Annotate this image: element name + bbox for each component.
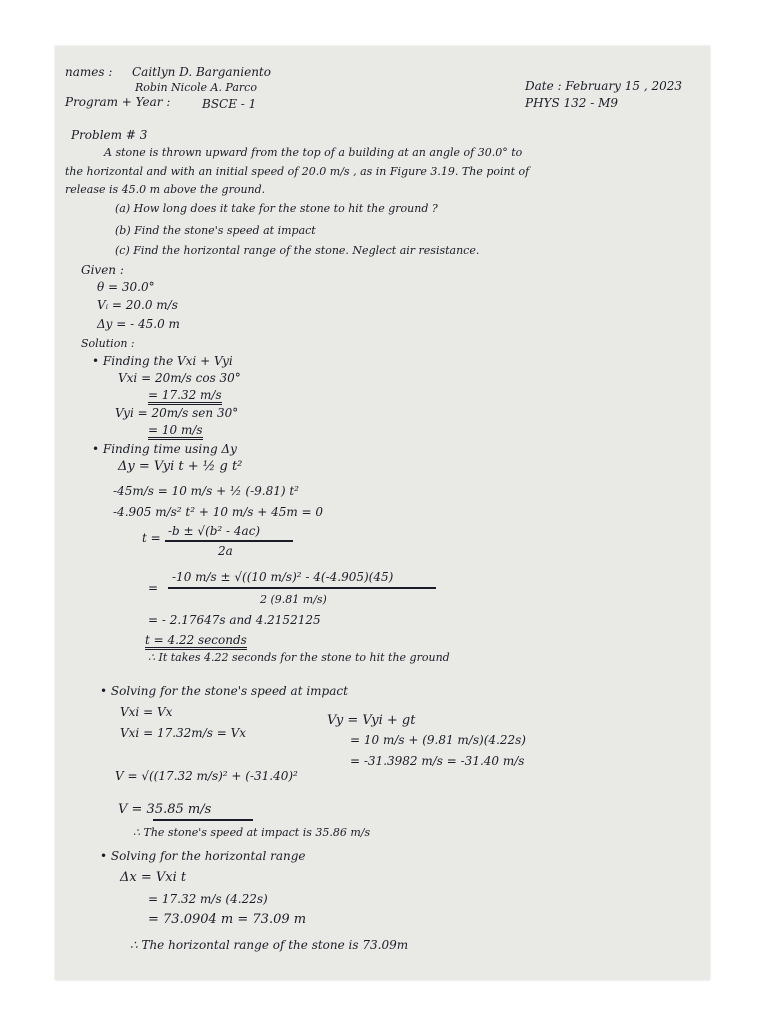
range-result: = 73.0904 m = 73.09 m: [148, 912, 307, 927]
course-code: PHYS 132 - M9: [525, 96, 619, 110]
step4-heading: • Solving for the horizontal range: [100, 849, 306, 863]
given-delta-y: Δy = - 45.0 m: [97, 317, 180, 331]
time-result: t = 4.22 seconds: [145, 634, 247, 650]
problem-title: Problem # 3: [71, 128, 148, 142]
equals-sign: =: [148, 581, 159, 595]
substituted-equation: -45m/s = 10 m/s + ½ (-9.81) t²: [113, 484, 299, 498]
student-name-1: Caitlyn D. Barganiento: [132, 65, 271, 79]
quadratic-numerator: -b ± √(b² - 4ac): [168, 524, 261, 538]
given-label: Given :: [81, 263, 124, 277]
question-c: (c) Find the horizontal range of the stone. Neglect air resistance.: [115, 244, 480, 257]
speed-result: V = 35.85 m/s: [118, 802, 212, 817]
date: Date : February 15 , 2023: [525, 79, 683, 93]
fraction-bar: [168, 587, 436, 589]
vx-value: Vxi = 17.32m/s = Vx: [120, 726, 247, 740]
given-velocity: Vᵢ = 20.0 m/s: [97, 298, 178, 312]
vy-substituted: = 10 m/s + (9.81 m/s)(4.22s): [350, 733, 526, 747]
result-underline: [153, 819, 253, 821]
vyi-result: = 10 m/s: [148, 424, 203, 440]
names-label: names :: [65, 65, 113, 79]
substituted-denominator: 2 (9.81 m/s): [260, 593, 327, 606]
program-value: BSCE - 1: [202, 97, 257, 111]
solution-label: Solution :: [81, 337, 135, 350]
vx-equation: Vxi = Vx: [120, 705, 173, 719]
problem-line-1: A stone is thrown upward from the top of a building at an angle of 30.0° to: [104, 146, 523, 159]
speed-conclusion: ∴ The stone's speed at impact is 35.86 m/s: [133, 826, 371, 839]
problem-line-3: release is 45.0 m above the ground.: [65, 183, 266, 196]
substituted-numerator: -10 m/s ± √((10 m/s)² - 4(-4.905)(45): [172, 570, 394, 584]
problem-line-2: the horizontal and with an initial speed of 20.0 m/s , as in Figure 3.19. The point of: [65, 165, 530, 178]
student-name-2: Robin Nicole A. Parco: [135, 81, 257, 94]
quadratic-lhs: t =: [142, 531, 161, 545]
quadratic-equation: -4.905 m/s² t² + 10 m/s + 45m = 0: [113, 505, 324, 519]
speed-equation: V = √((17.32 m/s)² + (-31.40)²: [115, 769, 298, 783]
step1-heading: • Finding the Vxi + Vyi: [92, 354, 233, 368]
range-substituted: = 17.32 m/s (4.22s): [148, 892, 268, 906]
time-conclusion: ∴ It takes 4.22 seconds for the stone to hit the ground: [148, 651, 450, 664]
question-b: (b) Find the stone's speed at impact: [115, 224, 316, 237]
quadratic-denominator: 2a: [218, 544, 233, 558]
vy-equation: Vy = Vyi + gt: [327, 713, 416, 728]
vyi-equation: Vyi = 20m/s sen 30°: [115, 406, 239, 420]
fraction-bar: [165, 540, 293, 542]
vy-result: = -31.3982 m/s = -31.40 m/s: [350, 754, 525, 768]
program-label: Program + Year :: [65, 95, 171, 109]
vxi-equation: Vxi = 20m/s cos 30°: [118, 371, 241, 385]
roots: = - 2.17647s and 4.2152125: [148, 613, 321, 627]
given-theta: θ = 30.0°: [97, 280, 155, 294]
notebook-page: [55, 46, 710, 980]
range-equation: Δx = Vxi t: [120, 870, 187, 885]
range-conclusion: ∴ The horizontal range of the stone is 73.09m: [130, 938, 409, 952]
question-a: (a) How long does it take for the stone to hit the ground ?: [115, 202, 438, 215]
kinematic-equation: Δy = Vyi t + ½ g t²: [118, 459, 243, 474]
step2-heading: • Finding time using Δy: [92, 442, 237, 456]
vxi-result: = 17.32 m/s: [148, 389, 222, 405]
step3-heading: • Solving for the stone's speed at impact: [100, 684, 348, 698]
